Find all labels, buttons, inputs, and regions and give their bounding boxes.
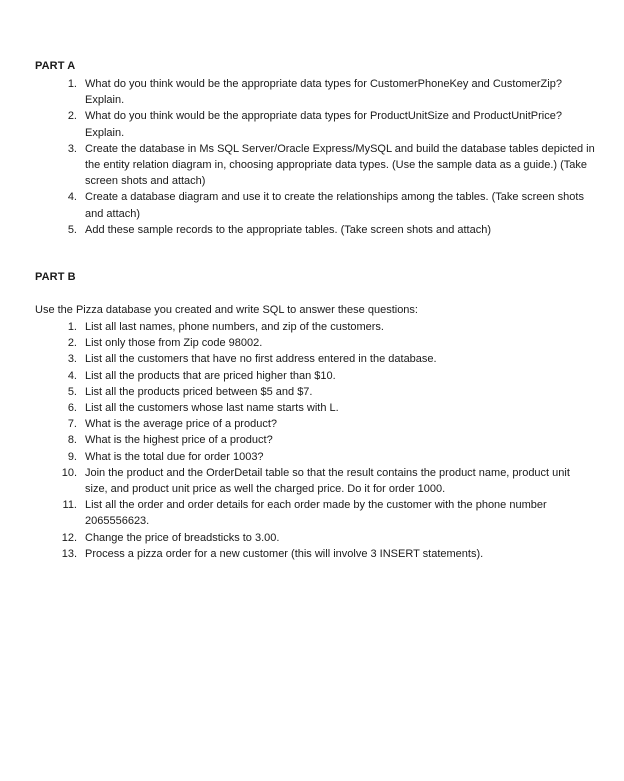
list-item-text: Change the price of breadsticks to 3.00. [85,531,280,544]
list-item-text: List all the customers that have no first address entered in the database. [85,353,437,366]
list-item-text: List all last names, phone numbers, and zip of the customers. [85,321,384,333]
list-item-number: 12. [61,531,77,544]
list-item-text: List all the order and order details for each order made by the customer with the phone number 2065556623. [85,499,547,528]
list-item [35,400,595,416]
part-a-question-list [35,76,595,238]
list-item-text: Create a database diagram and use it to create the relationships among the tables. (Take screen shots and attach) [85,191,584,220]
list-item [35,530,595,546]
part-b-question-list [35,319,595,562]
list-item-number: 1. [67,321,77,333]
list-item-number: 1. [67,78,77,90]
list-item-text: Process a pizza order for a new customer (this will involve 3 INSERT statements). [85,547,484,560]
list-item [35,319,595,335]
list-item [35,368,595,384]
part-b-intro: Use the Pizza database you created and write SQL to answer these questions: [35,304,418,316]
list-item-number: 5. [67,385,77,398]
list-item-number: 5. [67,223,77,236]
list-item [35,497,595,529]
list-item-number: 7. [67,418,77,431]
list-item-number: 3. [67,353,77,366]
list-item-text: What is the total due for order 1003? [85,450,264,463]
list-item [35,384,595,400]
list-item-number: 8. [67,434,77,447]
list-item-number: 6. [67,402,77,415]
list-item [35,108,595,140]
list-item [35,432,595,448]
list-item-text: What is the highest price of a product? [85,434,273,447]
list-item-number: 2. [67,110,77,123]
list-item-number: 3. [67,142,77,155]
list-item-number: 4. [67,191,77,204]
part-a-heading: PART A [35,60,76,72]
list-item-number: 4. [67,369,77,382]
list-item-text: List all the products that are priced higher than $10. [85,369,336,382]
list-item-text: Add these sample records to the appropriate tables. (Take screen shots and attach) [85,223,492,236]
list-item [35,449,595,465]
list-item [35,335,595,351]
list-item-number: 10. [61,466,77,479]
list-item-number: 11. [62,499,77,512]
list-item-text: List only those from Zip code 98002. [85,337,263,350]
list-item [35,76,595,108]
list-item-text: What is the average price of a product? [85,418,277,431]
list-item-number: 2. [67,337,77,350]
list-item [35,465,595,497]
list-item-text: Create the database in Ms SQL Server/Oracle Express/MySQL and build the database tables depicted in the entity relation diagram in, choosing appropriate data types. (Use the sample data as a guide.) (Take screen shots and attach) [85,142,595,188]
list-item-number: 13. [61,547,77,560]
list-item [35,141,595,190]
list-item-text: List all the products priced between $5 and $7. [85,385,313,398]
list-item-text: List all the customers whose last name starts with L. [85,402,339,415]
list-item-text: Join the product and the OrderDetail table so that the result contains the product name, product unit size, and product unit price as well the charged price. Do it for order 1000. [85,466,570,496]
list-item-text: What do you think would be the appropriate data types for ProductUnitSize and ProductUnitPrice? Explain. [85,110,562,139]
list-item [35,189,595,221]
list-item [35,351,595,367]
part-b-heading: PART B [35,271,76,283]
list-item [35,416,595,432]
list-item-number: 9. [67,450,77,463]
list-item [35,546,595,562]
list-item [35,222,595,238]
list-item-text: What do you think would be the appropriate data types for CustomerPhoneKey and CustomerZip? Explain. [85,78,562,107]
